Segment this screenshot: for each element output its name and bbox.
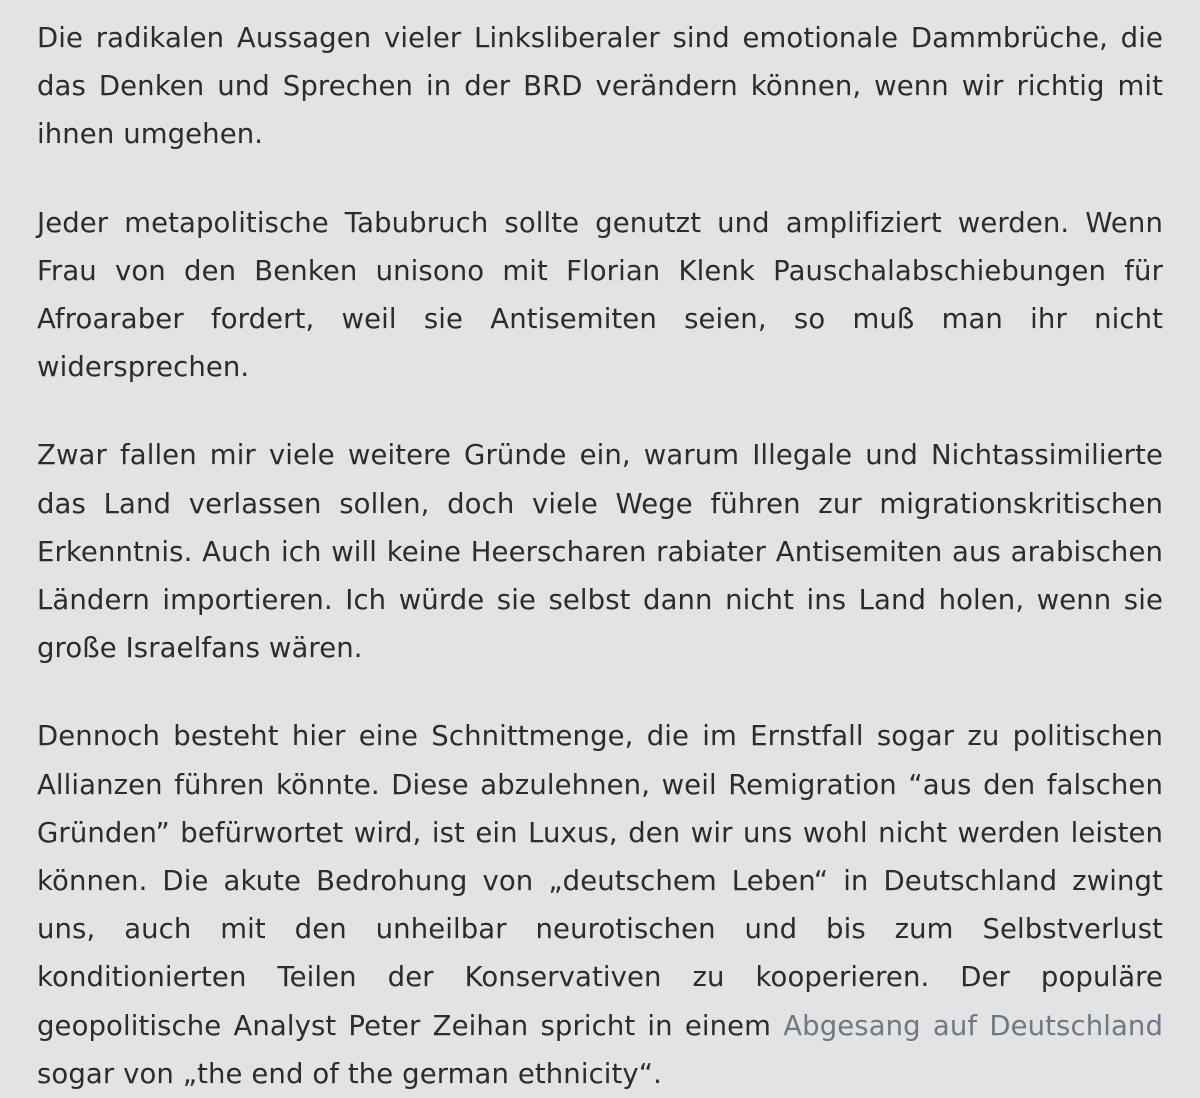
abgesang-auf-deutschland-link[interactable]: Abgesang auf Deutschland [783, 1009, 1163, 1042]
paragraph-4 [37, 712, 1163, 1098]
paragraph-4-text-after-link: sogar von „the end of the german ethnicity“. [37, 1057, 662, 1090]
paragraph-1: Die radikalen Aussagen vieler Linksliberaler sind emotionale Dammbrüche, die das Denken und Sprechen in der BRD verändern können, wenn wir richtig mit ihnen umgehen. [37, 22, 1163, 151]
paragraph-2: Jeder metapolitische Tabubruch sollte genutzt und amplifiziert werden. Wenn Frau von den Benken unisono mit Florian Klenk Pauschalabschiebungen für Afroaraber fordert, weil sie Antisemiten seien, so muß man ihr nicht widersprechen. [37, 206, 1163, 384]
paragraph-4-text-before-link: Dennoch besteht hier eine Schnittmenge, die im Ernstfall sogar zu politischen Allianzen führen könnte. Diese abzulehnen, weil Remigration “aus den falschen Gründen” befürwortet wird, ist ein Luxus, den wir uns wohl nicht werden leisten können. Die akute Bedrohung von „deutschem Leben“ in Deutschland zwingt uns, auch mit den unheilbar neurotischen und bis zum Selbstverlust konditionierten Teilen der Konservativen zu kooperieren. Der populäre geopolitische Analyst Peter Zeihan spricht in einem [37, 720, 1163, 1042]
article-body [37, 14, 1163, 1098]
paragraph-3: Zwar fallen mir viele weitere Gründe ein, warum Illegale und Nichtassimilierte das Land verlassen sollen, doch viele Wege führen zur migrationskritischen Erkenntnis. Auch ich will keine Heerscharen rabiater Antisemiten aus arabischen Ländern importieren. Ich würde sie selbst dann nicht ins Land holen, wenn sie große Israelfans wären. [37, 439, 1163, 665]
